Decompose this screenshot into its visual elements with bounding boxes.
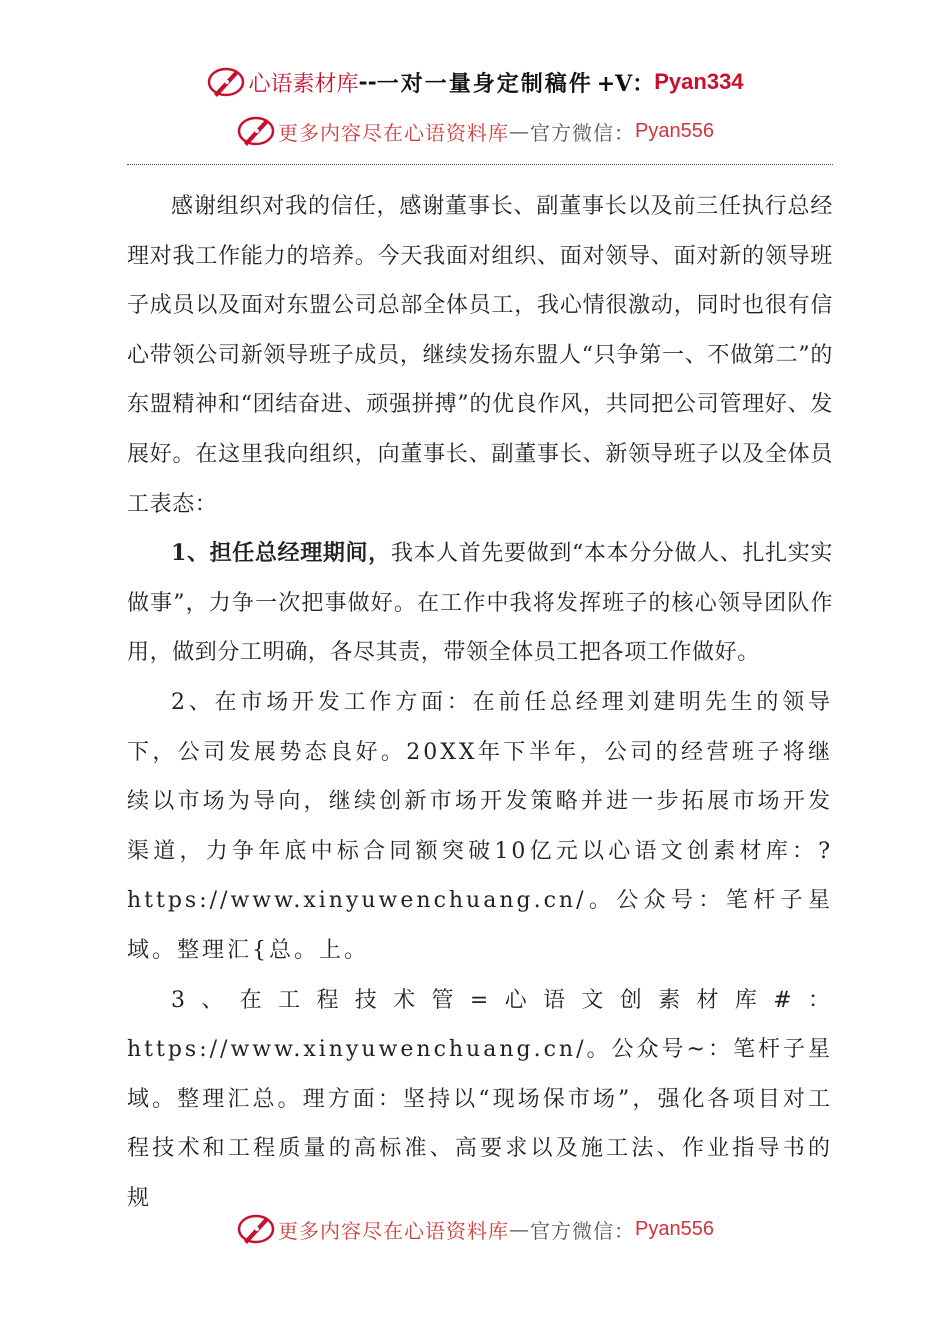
document-body <box>127 182 833 1223</box>
sub-header <box>0 113 950 149</box>
custom-service-text: 一对一量身定制稿件 <box>376 70 593 97</box>
more-content-text: 更多内容尽在心语资料库 <box>278 120 510 145</box>
paragraph-2 <box>127 529 833 678</box>
wechat-id: Pyan334 <box>654 69 744 94</box>
header-dash: -- <box>358 69 377 95</box>
subheader-dash: — <box>509 119 531 143</box>
v-label: +V： <box>596 70 655 97</box>
official-wechat-label: 官方微信： <box>530 120 636 145</box>
page-footer <box>0 1209 950 1249</box>
paragraph-2-heading: 1、担任总经理期间， <box>171 540 391 567</box>
pen-logo-icon <box>236 113 276 149</box>
pen-logo-icon <box>206 64 246 100</box>
paragraph-2-text: 我本人首先要做到“本本分分做人、扎扎实实做事”，力争一次把事做好。在工作中我将发挥班子的核心领导团队作用，做到分工明确，各尽其责，带领全体员工把各项工作做好。 <box>127 541 834 666</box>
official-wechat-id: Pyan556 <box>635 119 714 142</box>
dotted-divider <box>127 164 833 165</box>
footer-wechat-id: Pyan556 <box>635 1217 714 1240</box>
paragraph-4: 3、在工程技术管=心语文创素材库#：https://www.xinyuwenchuang.cn/。公众号~：笔杆子星域。整理汇总。理方面：坚持以“现场保市场”，强化各项目对工程技术和工程质量的高标准、高要求以及施工法、作业指导书的规 <box>127 987 833 1211</box>
footer-dash: — <box>509 1217 531 1241</box>
footer-official-wechat-label: 官方微信： <box>530 1218 636 1243</box>
brand-name: 心语素材库 <box>248 71 359 97</box>
paragraph-3: 2、在市场开发工作方面：在前任总经理刘建明先生的领导下，公司发展势态良好。20XX年下半年，公司的经营班子将继续以市场为导向，继续创新市场开发策略并进一步拓展市场开发渠道，力争年底中标合同额突破10亿元以心语文创素材库：?https://www.xinyuwenchuang.cn/。公众号：笔杆子星域。整理汇{总。上。 <box>127 689 833 963</box>
top-header <box>0 62 950 102</box>
footer-more-content-text: 更多内容尽在心语资料库 <box>278 1218 510 1243</box>
paragraph-1: 感谢组织对我的信任，感谢董事长、副董事长以及前三任执行总经理对我工作能力的培养。今天我面对组织、面对领导、面对新的领导班子成员以及面对东盟公司总部全体员工，我心情很激动，同时也很有信心带领公司新领导班子成员，继续发扬东盟人“只争第一、不做第二”的东盟精神和“团结奋进、顽强拼搏”的优良作风，共同把公司管理好、发展好。在这里我向组织，向董事长、副董事长、新领导班子以及全体员工表态： <box>127 194 833 517</box>
pen-logo-icon <box>236 1211 276 1247</box>
